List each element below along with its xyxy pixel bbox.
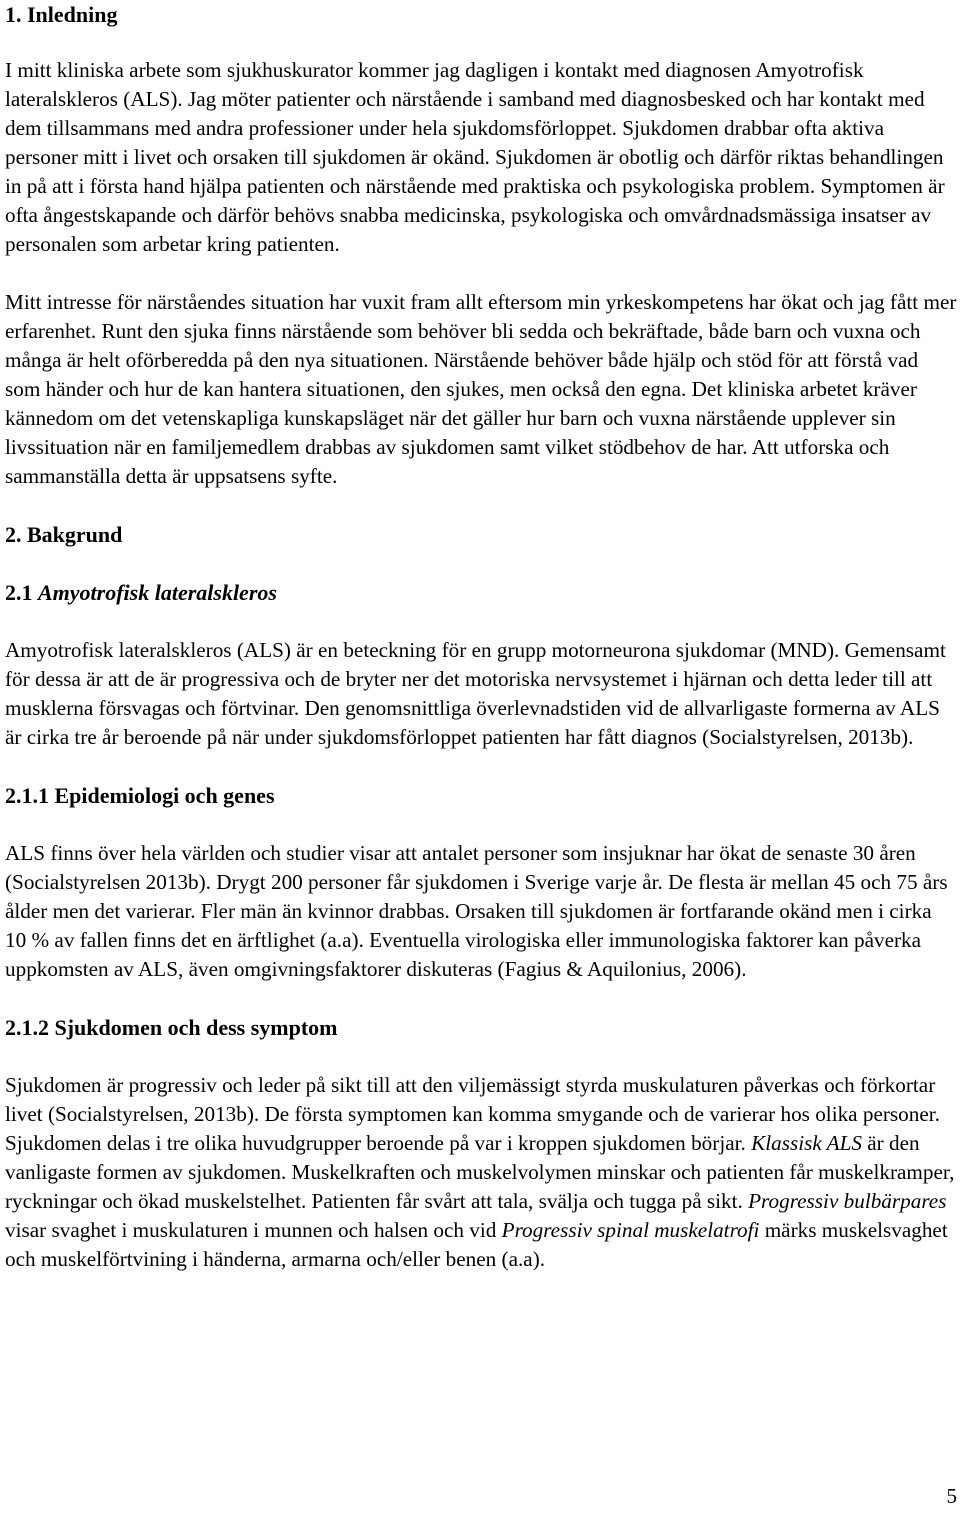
document-page [5,0,957,1274]
paragraph-symptom [5,1071,957,1274]
paragraph-als: Amyotrofisk lateralskleros (ALS) är en beteckning för en grupp motorneurona sjukdomar (MND). Gemensamt för dessa är att de är progressiva och de bryter ner det motoriska nervsystemet i hjärnan och detta leder till att musklerna försvagas och förtvinar. Den genomsnittliga överlevnadstiden vid de allvarligaste formerna av ALS är cirka tre år beroende på när under sjukdomsförloppet patienten har fått diagnos (Socialstyrelsen, 2013b). [5,638,946,749]
section-heading-epidemiologi: 2.1.1 Epidemiologi och genes [5,783,275,808]
section-heading-als [5,578,957,607]
symptom-text-b: är den vanligaste formen av sjukdomen. Muskelkraften och muskelvolymen minskar och patienten får muskelkramper, ryckningar och ökad muskelstelhet. Patienten får svårt att tala, svälja och tugga på sikt. [5,1131,955,1213]
symptom-text-c: visar svaghet i muskulaturen i munnen och halsen och vid [5,1218,502,1242]
section-heading-inledning: 1. Inledning [5,2,118,27]
paragraph-intro-2: Mitt intresse för närståendes situation har vuxit fram allt eftersom min yrkeskompetens har ökat och jag fått mer erfarenhet. Runt den sjuka finns närstående som behöver bli sedda och bekräftade, både barn och vuxna och många är helt oförberedda på den nya situationen. Närstående behöver både hjälp och stöd för att förstå vad som händer och hur de kan hantera situationen, den sjukes, men också den egna. Det kliniska arbetet kräver kännedom om det vetenskapliga kunskapsläget när det gäller hur barn och vuxna närstående upplever sin livssituation när en familjemedlem drabbas av sjukdomen samt vilket stödbehov de har. Att utforska och sammanställa detta är uppsatsens syfte. [5,290,957,488]
section-title-als: Amyotrofisk lateralskleros [38,580,277,605]
section-heading-symptom: 2.1.2 Sjukdomen och dess symptom [5,1015,338,1040]
paragraph-epidemiologi: ALS finns över hela världen och studier visar att antalet personer som insjuknar har ökat de senaste 30 åren (Socialstyrelsen 2013b). Drygt 200 personer får sjukdomen i Sverige varje år. De flesta är mellan 45 och 75 års ålder men det varierar. Fler män än kvinnor drabbas. Orsaken till sjukdomen är fortfarande okänd men i cirka 10 % av fallen finns det en ärftlighet (a.a). Eventuella virologiska eller immunologiska faktorer kan påverka uppkomsten av ALS, även omgivningsfaktorer diskuteras (Fagius & Aquilonius, 2006). [5,841,948,981]
section-number-2-1: 2.1 [5,580,38,605]
symptom-text-a: Sjukdomen är progressiv och leder på sikt till att den viljemässigt styrda muskulaturen påverkas och förkortar livet (Socialstyrelsen, 2013b). De första symptomen kan komma smygande och de varierar hos olika personer. Sjukdomen delas i tre olika huvudgrupper beroende på var i kroppen sjukdomen börjar. [5,1073,940,1155]
symptom-text-d: märks muskelsvaghet och muskelförtvining i händerna, armarna och/eller benen (a.a). [5,1218,948,1271]
symptom-term-spinal-muskelatrofi: Progressiv spinal muskelatrofi [501,1218,760,1242]
page-number: 5 [946,1484,957,1508]
symptom-term-klassisk-als: Klassisk ALS [751,1131,862,1155]
symptom-term-bulbarpares: Progressiv bulbärpares [748,1189,947,1213]
paragraph-intro-1: I mitt kliniska arbete som sjukhuskurator kommer jag dagligen i kontakt med diagnosen Amyotrofisk lateralskleros (ALS). Jag möter patienter och närstående i samband med diagnosbesked och har kontakt med dem tillsammans med andra professioner under hela sjukdomsförloppet. Sjukdomen drabbar ofta aktiva personer mitt i livet och orsaken till sjukdomen är okänd. Sjukdomen är obotlig och därför riktas behandlingen in på att i första hand hjälpa patienten och närstående med praktiska och psykologiska problem. Symptomen är ofta ångestskapande och därför behövs snabba medicinska, psykologiska och omvårdnadsmässiga insatser av personalen som arbetar kring patienten. [5,58,945,256]
section-heading-bakgrund: 2. Bakgrund [5,522,123,547]
